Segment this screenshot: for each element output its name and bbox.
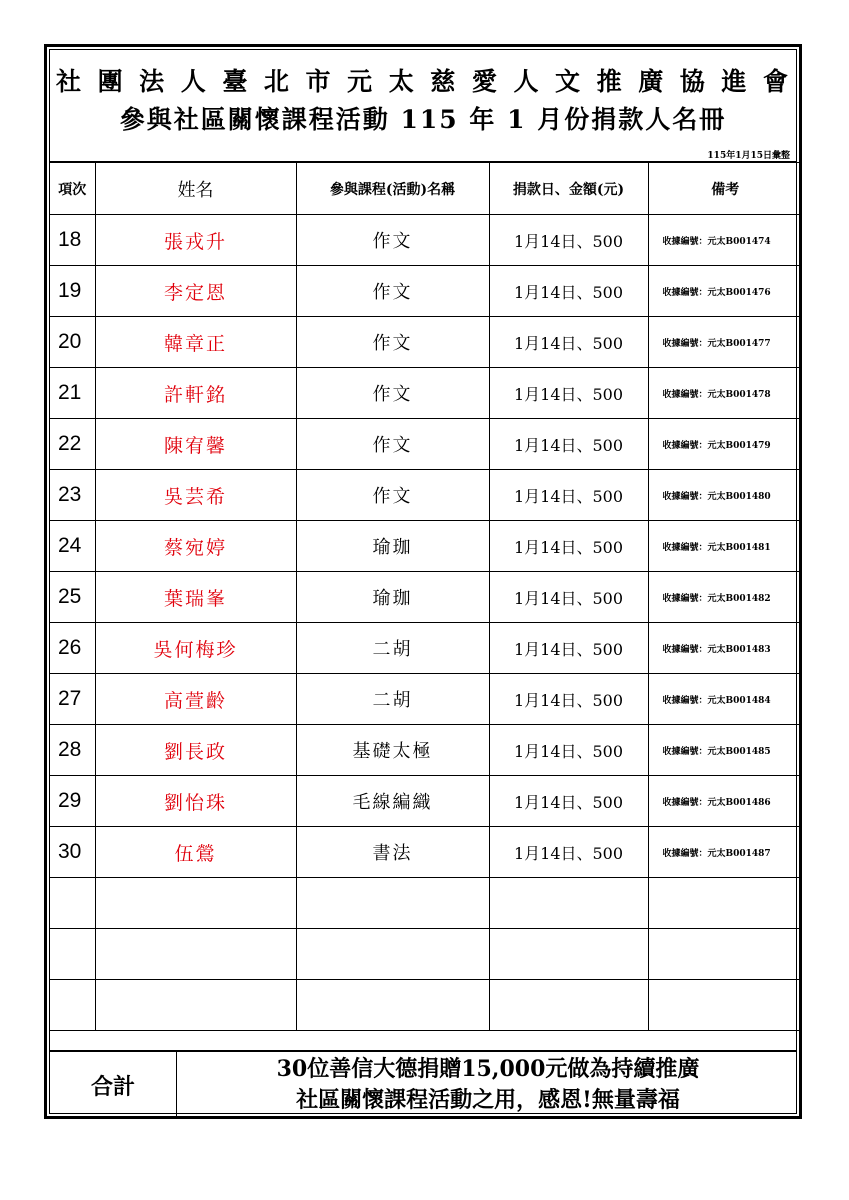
course-name: 二胡 xyxy=(296,623,489,674)
table-row xyxy=(50,215,802,266)
course-name: 基礎太極 xyxy=(296,725,489,776)
receipt-number: 收據編號：元太B001480 xyxy=(648,470,802,521)
row-index: 22 xyxy=(50,419,95,470)
total-label: 合計 xyxy=(50,1052,177,1119)
donor-name: 劉長政 xyxy=(95,725,296,776)
row-index: 24 xyxy=(50,521,95,572)
row-index: 28 xyxy=(50,725,95,776)
course-name: 毛線編織 xyxy=(296,776,489,827)
table-row xyxy=(50,266,802,317)
receipt-number: 收據編號：元太B001479 xyxy=(648,419,802,470)
empty-row xyxy=(50,980,802,1031)
row-index: 27 xyxy=(50,674,95,725)
donation-date-amount: 1月14日、500 xyxy=(489,419,648,470)
row-index: 23 xyxy=(50,470,95,521)
empty-cell xyxy=(489,878,648,929)
empty-cell xyxy=(95,980,296,1031)
donor-name: 伍鶯 xyxy=(95,827,296,878)
donation-date-amount: 1月14日、500 xyxy=(489,521,648,572)
donor-name: 陳宥馨 xyxy=(95,419,296,470)
empty-cell xyxy=(489,980,648,1031)
receipt-number: 收據編號：元太B001483 xyxy=(648,623,802,674)
course-name: 作文 xyxy=(296,419,489,470)
donation-date-amount: 1月14日、500 xyxy=(489,674,648,725)
total-summary-line2: 社區關懷課程活動之用，感恩!無量壽福 xyxy=(296,1087,680,1113)
empty-cell xyxy=(296,980,489,1031)
organization-title: 社團法人臺北市元太慈愛人文推廣協進會 xyxy=(56,67,790,96)
row-index: 21 xyxy=(50,368,95,419)
table-row xyxy=(50,419,802,470)
header-name: 姓名 xyxy=(95,163,296,215)
empty-cell xyxy=(296,878,489,929)
row-index: 25 xyxy=(50,572,95,623)
course-name: 作文 xyxy=(296,266,489,317)
table-row xyxy=(50,827,802,878)
course-name: 二胡 xyxy=(296,674,489,725)
donation-date-amount: 1月14日、500 xyxy=(489,776,648,827)
table-row xyxy=(50,521,802,572)
receipt-number: 收據編號：元太B001474 xyxy=(648,215,802,266)
course-name: 書法 xyxy=(296,827,489,878)
empty-cell xyxy=(95,929,296,980)
course-name: 作文 xyxy=(296,317,489,368)
table-row xyxy=(50,368,802,419)
row-index: 29 xyxy=(50,776,95,827)
row-index: 30 xyxy=(50,827,95,878)
compiled-date: 115年1月15日彙整 xyxy=(707,151,790,161)
table-row xyxy=(50,572,802,623)
donor-name: 劉怡珠 xyxy=(95,776,296,827)
donation-date-amount: 1月14日、500 xyxy=(489,725,648,776)
course-name: 瑜珈 xyxy=(296,572,489,623)
receipt-number: 收據編號：元太B001485 xyxy=(648,725,802,776)
empty-cell xyxy=(648,980,802,1031)
document-frame xyxy=(44,44,802,1119)
course-name: 作文 xyxy=(296,215,489,266)
donation-date-amount: 1月14日、500 xyxy=(489,368,648,419)
course-name: 瑜珈 xyxy=(296,521,489,572)
row-index: 18 xyxy=(50,215,95,266)
row-index: 19 xyxy=(50,266,95,317)
receipt-number: 收據編號：元太B001481 xyxy=(648,521,802,572)
document-inner-border xyxy=(49,49,797,1114)
empty-cell xyxy=(648,929,802,980)
empty-cell xyxy=(95,878,296,929)
roster-title: 參與社區關懷課程活動 115 年 1 月份捐款人名冊 xyxy=(119,105,727,134)
row-index: 20 xyxy=(50,317,95,368)
donation-date-amount: 1月14日、500 xyxy=(489,827,648,878)
total-summary-line1: 30位善信大德捐贈15,000元做為持續推廣 xyxy=(276,1056,700,1082)
donation-date-amount: 1月14日、500 xyxy=(489,572,648,623)
donation-date-amount: 1月14日、500 xyxy=(489,470,648,521)
receipt-number: 收據編號：元太B001487 xyxy=(648,827,802,878)
empty-cell xyxy=(50,980,95,1031)
donor-name: 葉瑞峯 xyxy=(95,572,296,623)
course-name: 作文 xyxy=(296,368,489,419)
table-row xyxy=(50,470,802,521)
table-row xyxy=(50,725,802,776)
donor-name: 李定恩 xyxy=(95,266,296,317)
empty-row xyxy=(50,929,802,980)
donor-name: 蔡宛婷 xyxy=(95,521,296,572)
donor-name: 許軒銘 xyxy=(95,368,296,419)
donor-table xyxy=(50,162,802,1031)
receipt-number: 收據編號：元太B001477 xyxy=(648,317,802,368)
table-row xyxy=(50,317,802,368)
empty-cell xyxy=(50,929,95,980)
donor-name: 高萱齡 xyxy=(95,674,296,725)
table-header-row xyxy=(50,163,802,215)
donor-name: 吳芸希 xyxy=(95,470,296,521)
header-remark: 備考 xyxy=(648,163,802,215)
row-index: 26 xyxy=(50,623,95,674)
receipt-number: 收據編號：元太B001482 xyxy=(648,572,802,623)
table-row xyxy=(50,623,802,674)
donation-date-amount: 1月14日、500 xyxy=(489,317,648,368)
donation-date-amount: 1月14日、500 xyxy=(489,215,648,266)
empty-row xyxy=(50,878,802,929)
header-date-amount: 捐款日、金額(元) xyxy=(489,163,648,215)
empty-cell xyxy=(296,929,489,980)
empty-cell xyxy=(50,878,95,929)
donor-name: 韓章正 xyxy=(95,317,296,368)
donor-name: 張戎升 xyxy=(95,215,296,266)
total-summary xyxy=(178,1052,798,1119)
receipt-number: 收據編號：元太B001484 xyxy=(648,674,802,725)
table-row xyxy=(50,776,802,827)
donor-name: 吳何梅珍 xyxy=(95,623,296,674)
header-index: 項次 xyxy=(50,163,95,215)
course-name: 作文 xyxy=(296,470,489,521)
receipt-number: 收據編號：元太B001476 xyxy=(648,266,802,317)
receipt-number: 收據編號：元太B001486 xyxy=(648,776,802,827)
empty-cell xyxy=(489,929,648,980)
donation-date-amount: 1月14日、500 xyxy=(489,266,648,317)
receipt-number: 收據編號：元太B001478 xyxy=(648,368,802,419)
header-course: 參與課程(活動)名稱 xyxy=(296,163,489,215)
donation-date-amount: 1月14日、500 xyxy=(489,623,648,674)
table-row xyxy=(50,674,802,725)
empty-cell xyxy=(648,878,802,929)
